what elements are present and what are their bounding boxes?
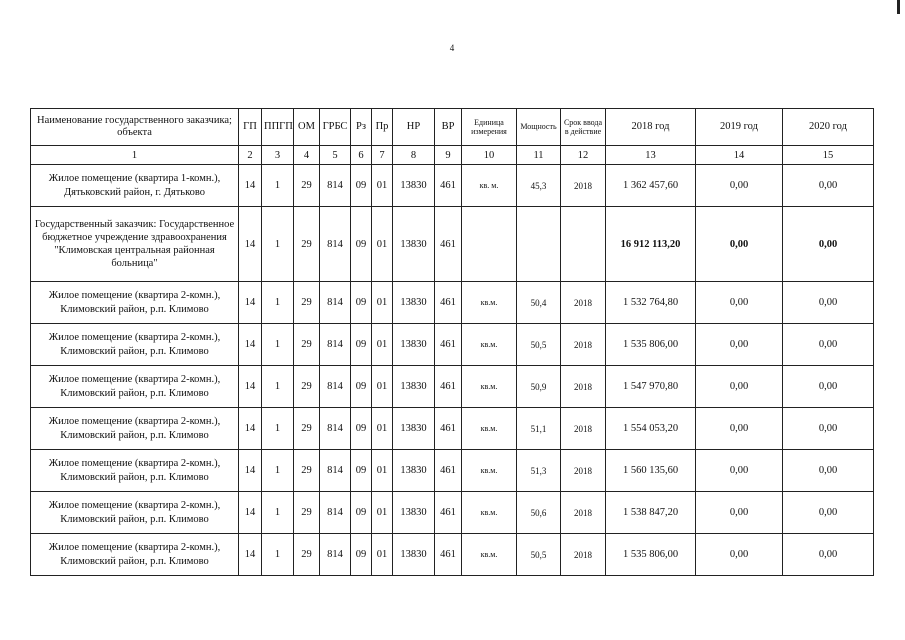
cell-rz: 09	[351, 165, 372, 207]
cell-gp: 14	[239, 366, 262, 408]
cell-2019: 0,00	[696, 492, 783, 534]
table-row	[31, 534, 874, 576]
header-om: ОМ	[294, 109, 320, 146]
table-row	[31, 408, 874, 450]
cell-grbs: 814	[320, 282, 351, 324]
cell-2020: 0,00	[783, 492, 874, 534]
column-number: 1	[31, 146, 239, 165]
cell-gp: 14	[239, 165, 262, 207]
cell-vr: 461	[435, 450, 462, 492]
cell-ppgp: 1	[262, 282, 294, 324]
cell-power	[517, 207, 561, 282]
column-number: 14	[696, 146, 783, 165]
cell-year	[561, 207, 606, 282]
cell-vr: 461	[435, 408, 462, 450]
cell-nr: 13830	[393, 207, 435, 282]
cell-2019: 0,00	[696, 408, 783, 450]
cell-2019: 0,00	[696, 282, 783, 324]
column-number: 3	[262, 146, 294, 165]
cell-power: 45,3	[517, 165, 561, 207]
cell-vr: 461	[435, 534, 462, 576]
column-number: 11	[517, 146, 561, 165]
cell-2019: 0,00	[696, 165, 783, 207]
cell-year: 2018	[561, 282, 606, 324]
column-number: 15	[783, 146, 874, 165]
cell-vr: 461	[435, 207, 462, 282]
cell-2020: 0,00	[783, 282, 874, 324]
header-2019: 2019 год	[696, 109, 783, 146]
cell-nr: 13830	[393, 366, 435, 408]
cell-pr: 01	[372, 408, 393, 450]
cell-gp: 14	[239, 282, 262, 324]
cell-rz: 09	[351, 408, 372, 450]
table-row	[31, 450, 874, 492]
cell-gp: 14	[239, 324, 262, 366]
cell-name: Жилое помещение (квартира 2-комн.), Климовский район, р.п. Климово	[31, 366, 239, 408]
cell-name: Жилое помещение (квартира 2-комн.), Климовский район, р.п. Климово	[31, 492, 239, 534]
cell-om: 29	[294, 492, 320, 534]
cell-power: 50,6	[517, 492, 561, 534]
cell-name: Жилое помещение (квартира 1-комн.), Дятьковский район, г. Дятьково	[31, 165, 239, 207]
table-row	[31, 282, 874, 324]
column-number-row	[31, 146, 874, 165]
cell-name: Жилое помещение (квартира 2-комн.), Климовский район, р.п. Климово	[31, 282, 239, 324]
cell-ppgp: 1	[262, 492, 294, 534]
cell-name: Жилое помещение (квартира 2-комн.), Климовский район, р.п. Климово	[31, 408, 239, 450]
cell-2018: 1 532 764,80	[606, 282, 696, 324]
table-body	[31, 165, 874, 576]
cell-grbs: 814	[320, 450, 351, 492]
cell-2019: 0,00	[696, 450, 783, 492]
cell-year: 2018	[561, 165, 606, 207]
cell-ppgp: 1	[262, 324, 294, 366]
cell-name: Жилое помещение (квартира 2-комн.), Климовский район, р.п. Климово	[31, 450, 239, 492]
cell-nr: 13830	[393, 492, 435, 534]
table-row	[31, 492, 874, 534]
cell-pr: 01	[372, 207, 393, 282]
header-row	[31, 109, 874, 146]
header-nr: НР	[393, 109, 435, 146]
cell-nr: 13830	[393, 408, 435, 450]
cell-rz: 09	[351, 324, 372, 366]
page-number: 4	[449, 43, 455, 53]
cell-2018: 16 912 113,20	[606, 207, 696, 282]
header-grbs: ГРБС	[320, 109, 351, 146]
cell-2020: 0,00	[783, 207, 874, 282]
scan-edge-mark	[897, 0, 900, 14]
cell-vr: 461	[435, 165, 462, 207]
cell-unit: кв.м.	[462, 492, 517, 534]
cell-ppgp: 1	[262, 534, 294, 576]
cell-rz: 09	[351, 366, 372, 408]
cell-om: 29	[294, 534, 320, 576]
column-number: 9	[435, 146, 462, 165]
cell-grbs: 814	[320, 324, 351, 366]
cell-2019: 0,00	[696, 207, 783, 282]
cell-ppgp: 1	[262, 408, 294, 450]
cell-power: 50,5	[517, 534, 561, 576]
cell-om: 29	[294, 282, 320, 324]
cell-grbs: 814	[320, 165, 351, 207]
cell-2018: 1 547 970,80	[606, 366, 696, 408]
cell-power: 50,9	[517, 366, 561, 408]
header-power: Мощность	[517, 109, 561, 146]
cell-2020: 0,00	[783, 408, 874, 450]
cell-gp: 14	[239, 207, 262, 282]
cell-pr: 01	[372, 534, 393, 576]
cell-2018: 1 535 806,00	[606, 324, 696, 366]
cell-2019: 0,00	[696, 324, 783, 366]
cell-pr: 01	[372, 492, 393, 534]
column-number: 4	[294, 146, 320, 165]
cell-grbs: 814	[320, 207, 351, 282]
column-number: 6	[351, 146, 372, 165]
cell-grbs: 814	[320, 408, 351, 450]
cell-unit: кв.м.	[462, 450, 517, 492]
cell-2020: 0,00	[783, 450, 874, 492]
cell-pr: 01	[372, 324, 393, 366]
cell-vr: 461	[435, 366, 462, 408]
header-name: Наименование государственного заказчика; объекта	[31, 109, 239, 146]
budget-table	[30, 108, 874, 576]
header-unit: Единица измерения	[462, 109, 517, 146]
cell-gp: 14	[239, 492, 262, 534]
cell-om: 29	[294, 165, 320, 207]
cell-2018: 1 560 135,60	[606, 450, 696, 492]
cell-rz: 09	[351, 450, 372, 492]
cell-nr: 13830	[393, 450, 435, 492]
column-number: 13	[606, 146, 696, 165]
cell-2019: 0,00	[696, 534, 783, 576]
cell-grbs: 814	[320, 492, 351, 534]
column-number: 7	[372, 146, 393, 165]
cell-gp: 14	[239, 450, 262, 492]
cell-2020: 0,00	[783, 534, 874, 576]
cell-power: 51,1	[517, 408, 561, 450]
cell-2018: 1 362 457,60	[606, 165, 696, 207]
cell-year: 2018	[561, 534, 606, 576]
cell-ppgp: 1	[262, 165, 294, 207]
cell-power: 51,3	[517, 450, 561, 492]
cell-grbs: 814	[320, 366, 351, 408]
cell-rz: 09	[351, 492, 372, 534]
cell-power: 50,5	[517, 324, 561, 366]
cell-pr: 01	[372, 165, 393, 207]
cell-vr: 461	[435, 492, 462, 534]
cell-2020: 0,00	[783, 324, 874, 366]
header-rz: Рз	[351, 109, 372, 146]
cell-2018: 1 538 847,20	[606, 492, 696, 534]
cell-unit: кв.м.	[462, 366, 517, 408]
cell-vr: 461	[435, 282, 462, 324]
header-vr: ВР	[435, 109, 462, 146]
cell-year: 2018	[561, 366, 606, 408]
cell-om: 29	[294, 366, 320, 408]
column-number: 2	[239, 146, 262, 165]
column-number: 10	[462, 146, 517, 165]
cell-unit: кв.м.	[462, 408, 517, 450]
cell-vr: 461	[435, 324, 462, 366]
header-2020: 2020 год	[783, 109, 874, 146]
cell-year: 2018	[561, 408, 606, 450]
cell-2019: 0,00	[696, 366, 783, 408]
header-deadline: Срок ввода в действие	[561, 109, 606, 146]
cell-nr: 13830	[393, 165, 435, 207]
cell-nr: 13830	[393, 534, 435, 576]
cell-unit: кв.м.	[462, 534, 517, 576]
customer-row	[31, 207, 874, 282]
column-number: 5	[320, 146, 351, 165]
cell-2020: 0,00	[783, 366, 874, 408]
cell-2018: 1 535 806,00	[606, 534, 696, 576]
cell-rz: 09	[351, 534, 372, 576]
header-2018: 2018 год	[606, 109, 696, 146]
cell-name: Жилое помещение (квартира 2-комн.), Климовский район, р.п. Климово	[31, 324, 239, 366]
cell-pr: 01	[372, 366, 393, 408]
cell-year: 2018	[561, 450, 606, 492]
cell-2018: 1 554 053,20	[606, 408, 696, 450]
cell-ppgp: 1	[262, 207, 294, 282]
cell-2020: 0,00	[783, 165, 874, 207]
cell-om: 29	[294, 324, 320, 366]
cell-unit	[462, 207, 517, 282]
column-number: 12	[561, 146, 606, 165]
cell-om: 29	[294, 408, 320, 450]
cell-gp: 14	[239, 408, 262, 450]
header-ppgp: ППГП	[262, 109, 294, 146]
cell-unit: кв.м.	[462, 282, 517, 324]
cell-power: 50,4	[517, 282, 561, 324]
cell-unit: кв.м.	[462, 324, 517, 366]
cell-om: 29	[294, 207, 320, 282]
cell-name: Жилое помещение (квартира 2-комн.), Климовский район, р.п. Климово	[31, 534, 239, 576]
header-gp: ГП	[239, 109, 262, 146]
cell-ppgp: 1	[262, 366, 294, 408]
cell-grbs: 814	[320, 534, 351, 576]
cell-year: 2018	[561, 324, 606, 366]
cell-rz: 09	[351, 207, 372, 282]
column-number: 8	[393, 146, 435, 165]
cell-name: Государственный заказчик: Государственное бюджетное учреждение здравоохранения "Климовская центральная районная больница"	[31, 207, 239, 282]
cell-ppgp: 1	[262, 450, 294, 492]
table-row	[31, 324, 874, 366]
cell-unit: кв. м.	[462, 165, 517, 207]
cell-nr: 13830	[393, 324, 435, 366]
cell-om: 29	[294, 450, 320, 492]
table-row	[31, 165, 874, 207]
cell-nr: 13830	[393, 282, 435, 324]
cell-year: 2018	[561, 492, 606, 534]
table-row	[31, 366, 874, 408]
cell-pr: 01	[372, 450, 393, 492]
cell-gp: 14	[239, 534, 262, 576]
header-pr: Пр	[372, 109, 393, 146]
cell-pr: 01	[372, 282, 393, 324]
cell-rz: 09	[351, 282, 372, 324]
